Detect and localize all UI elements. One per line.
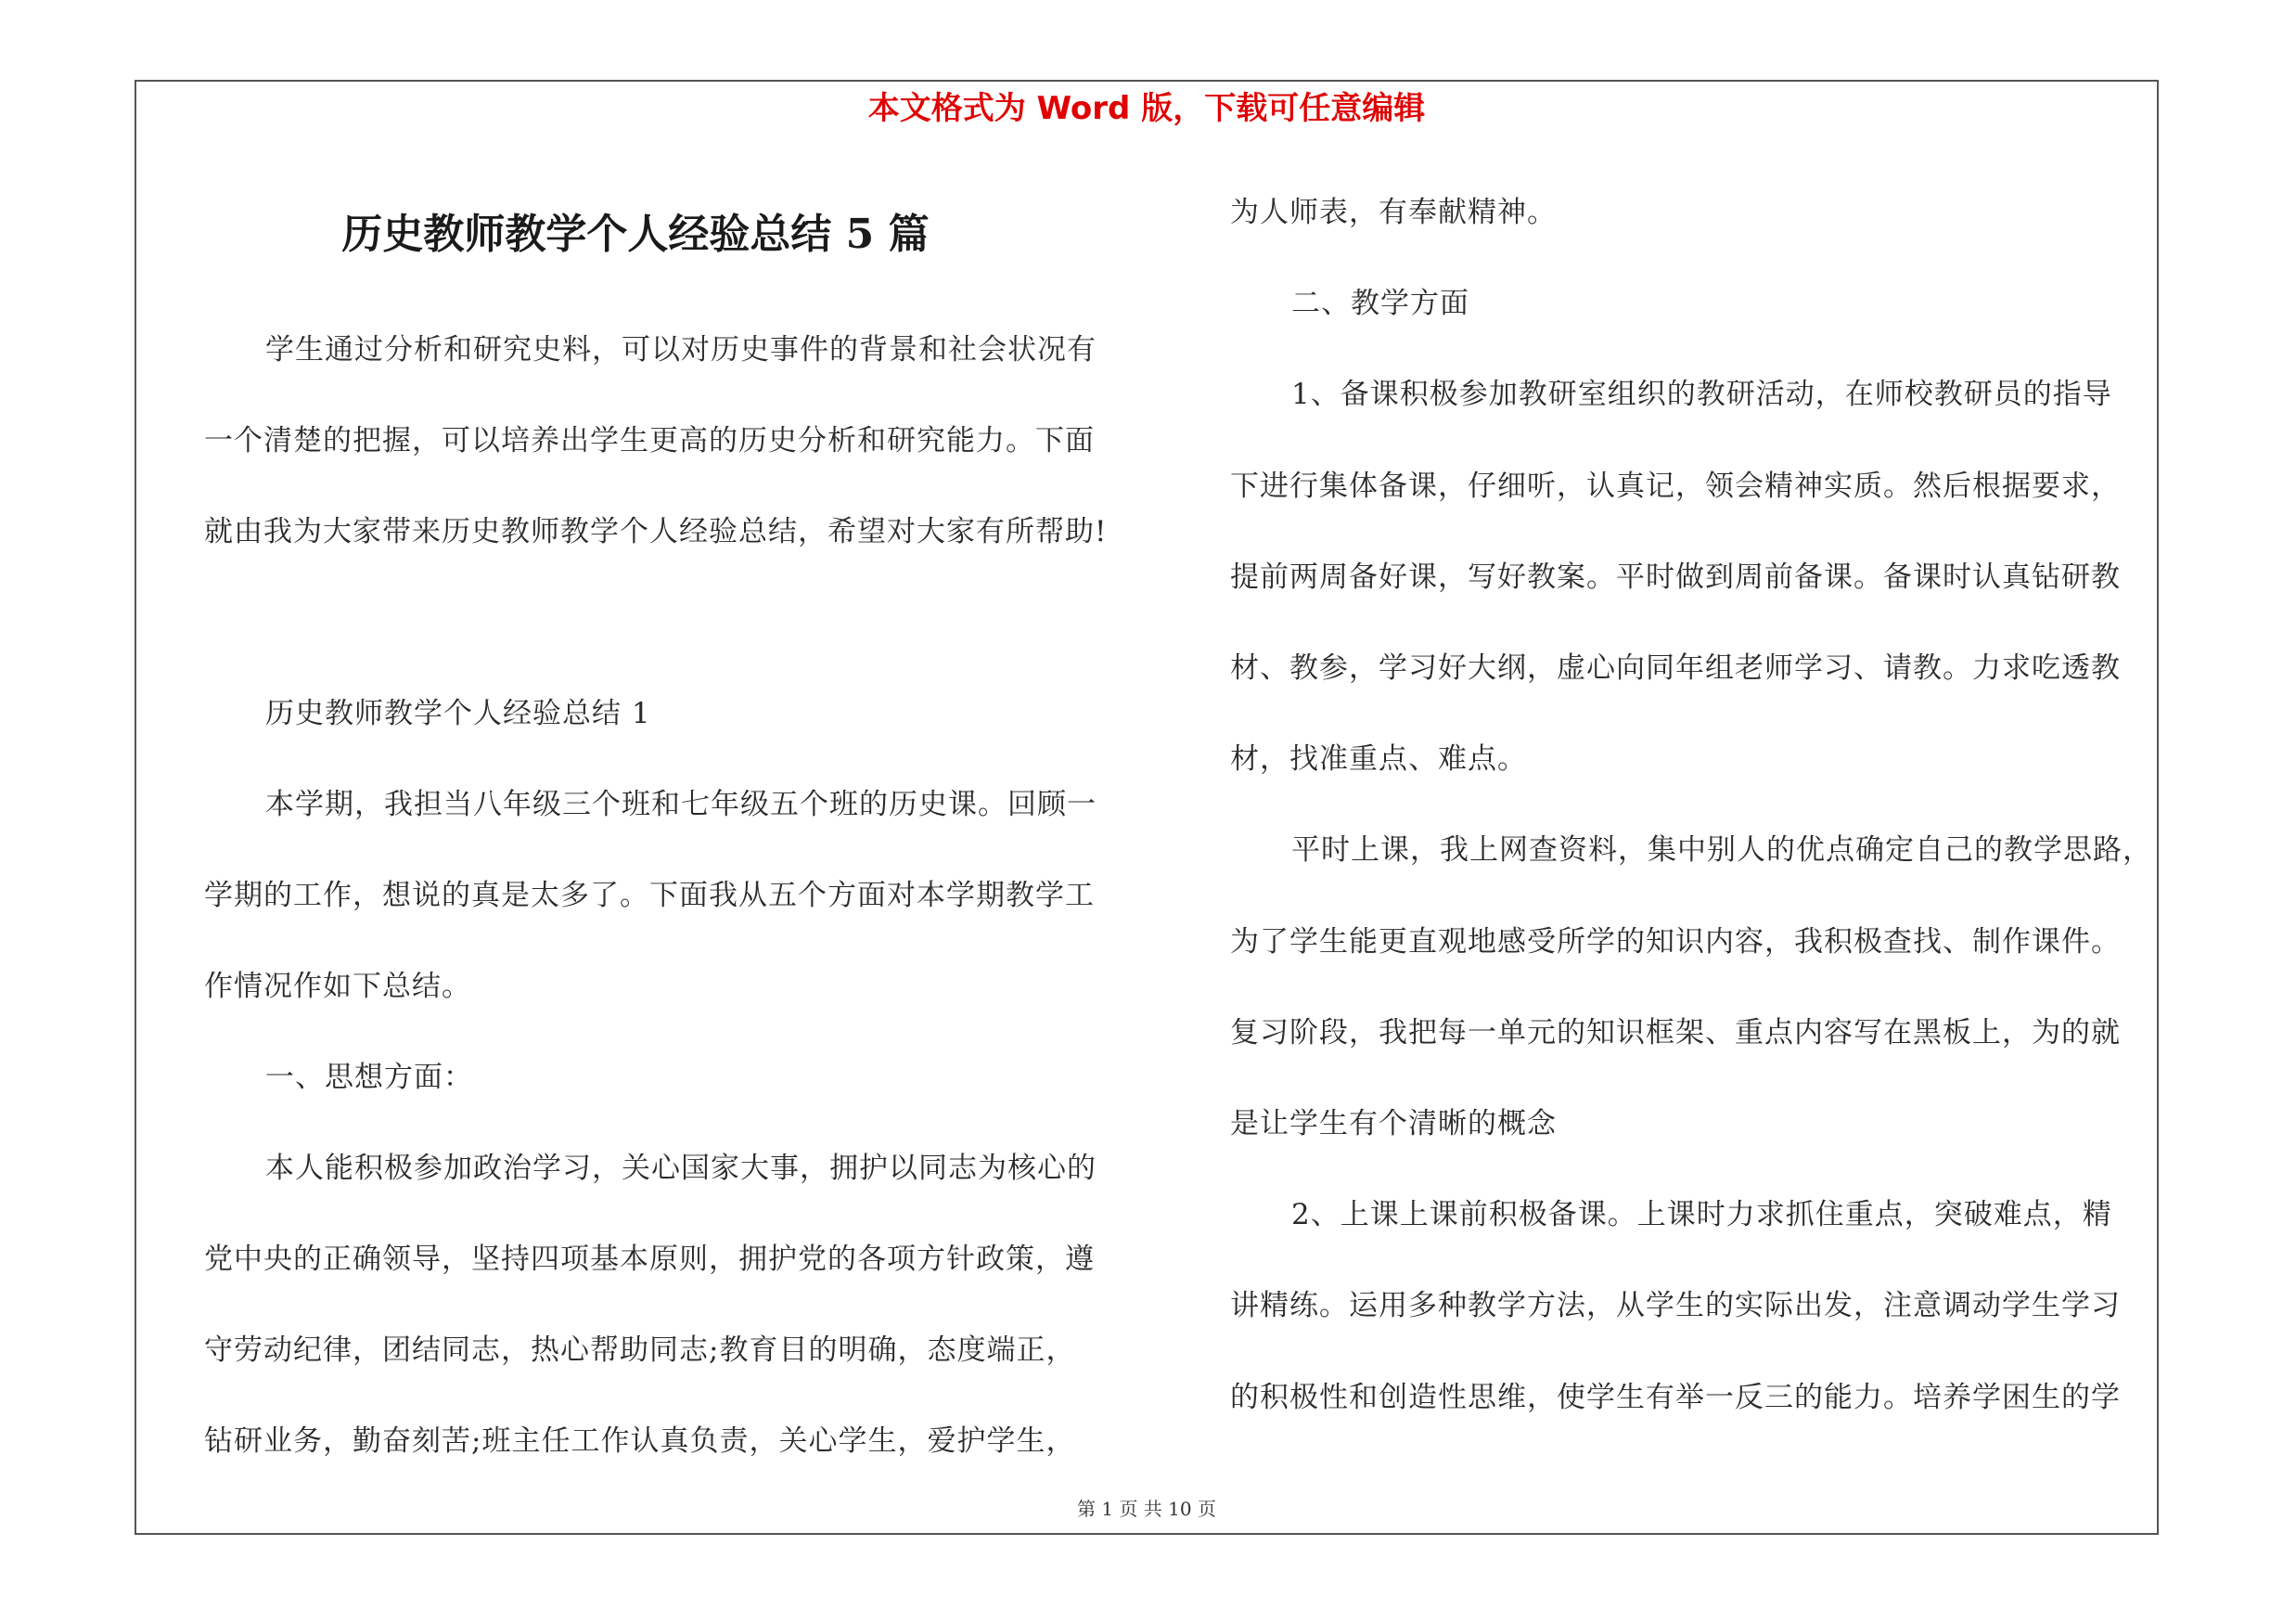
text-line: 作情况作如下总结。 — [204, 970, 471, 1003]
text-line: 本学期，我担当八年级三个班和七年级五个班的历史课。回顾一 — [265, 788, 1097, 821]
text-line: 钻研业务，勤奋刻苦;班主任工作认真负责，关心学生，爱护学生， — [204, 1424, 1076, 1458]
text-line: 党中央的正确领导，坚持四项基本原则，拥护党的各项方针政策，遵 — [204, 1243, 1095, 1276]
text-line: 1、备课积极参加教研室组织的教研活动，在师校教研员的指导 — [1291, 378, 2112, 412]
text-line: 一、思想方面： — [265, 1061, 473, 1094]
text-line: 是让学生有个清晰的概念 — [1230, 1107, 1557, 1140]
text-line: 平时上课，我上网查资料，集中别人的优点确定自己的教学思路， — [1291, 833, 2152, 868]
text-line: 守劳动纪律，团结同志，热心帮助同志;教育目的明确，态度端正， — [204, 1333, 1076, 1367]
text-line: 下进行集体备课，仔细听，认真记，领会精神实质。然后根据要求， — [1230, 469, 2121, 503]
page-number-footer: 第 1 页 共 10 页 — [1077, 1498, 1216, 1520]
text-line: 历史教师教学个人经验总结 1 — [265, 697, 651, 730]
text-line: 复习阶段，我把每一单元的知识框架、重点内容写在黑板上，为的就 — [1230, 1015, 2121, 1050]
text-line: 2、上课上课前积极备课。上课时力求抓住重点，突破难点，精 — [1291, 1198, 2112, 1232]
text-line: 材，找准重点、难点。 — [1230, 742, 1527, 777]
text-line: 提前两周备好课，写好教案。平时做到周前备课。备课时认真钻研教 — [1230, 560, 2121, 594]
text-line: 本人能积极参加政治学习，关心国家大事，拥护以同志为核心的 — [265, 1152, 1097, 1185]
text-line: 二、教学方面 — [1291, 287, 1469, 321]
text-line: 的积极性和创造性思维，使学生有举一反三的能力。培养学困生的学 — [1230, 1380, 2121, 1414]
document-title: 历史教师教学个人经验总结 5 篇 — [341, 211, 930, 258]
text-line: 一个清楚的把握，可以培养出学生更高的历史分析和研究能力。下面 — [204, 424, 1095, 457]
text-line: 为了学生能更直观地感受所学的知识内容，我积极查找、制作课件。 — [1230, 924, 2121, 959]
text-line: 为人师表，有奉献精神。 — [1230, 196, 1557, 229]
text-line: 学期的工作，想说的真是太多了。下面我从五个方面对本学期教学工 — [204, 879, 1095, 912]
text-line: 就由我为大家带来历史教师教学个人经验总结，希望对大家有所帮助! — [204, 515, 1108, 548]
text-line: 讲精练。运用多种教学方法，从学生的实际出发，注意调动学生学习 — [1230, 1289, 2121, 1323]
text-line: 材、教参，学习好大纲，虚心向同年组老师学习、请教。力求吃透教 — [1230, 651, 2121, 685]
word-format-banner: 本文格式为 Word 版，下载可任意编辑 — [867, 90, 1426, 127]
text-line: 学生通过分析和研究史料，可以对历史事件的背景和社会状况有 — [265, 333, 1097, 367]
